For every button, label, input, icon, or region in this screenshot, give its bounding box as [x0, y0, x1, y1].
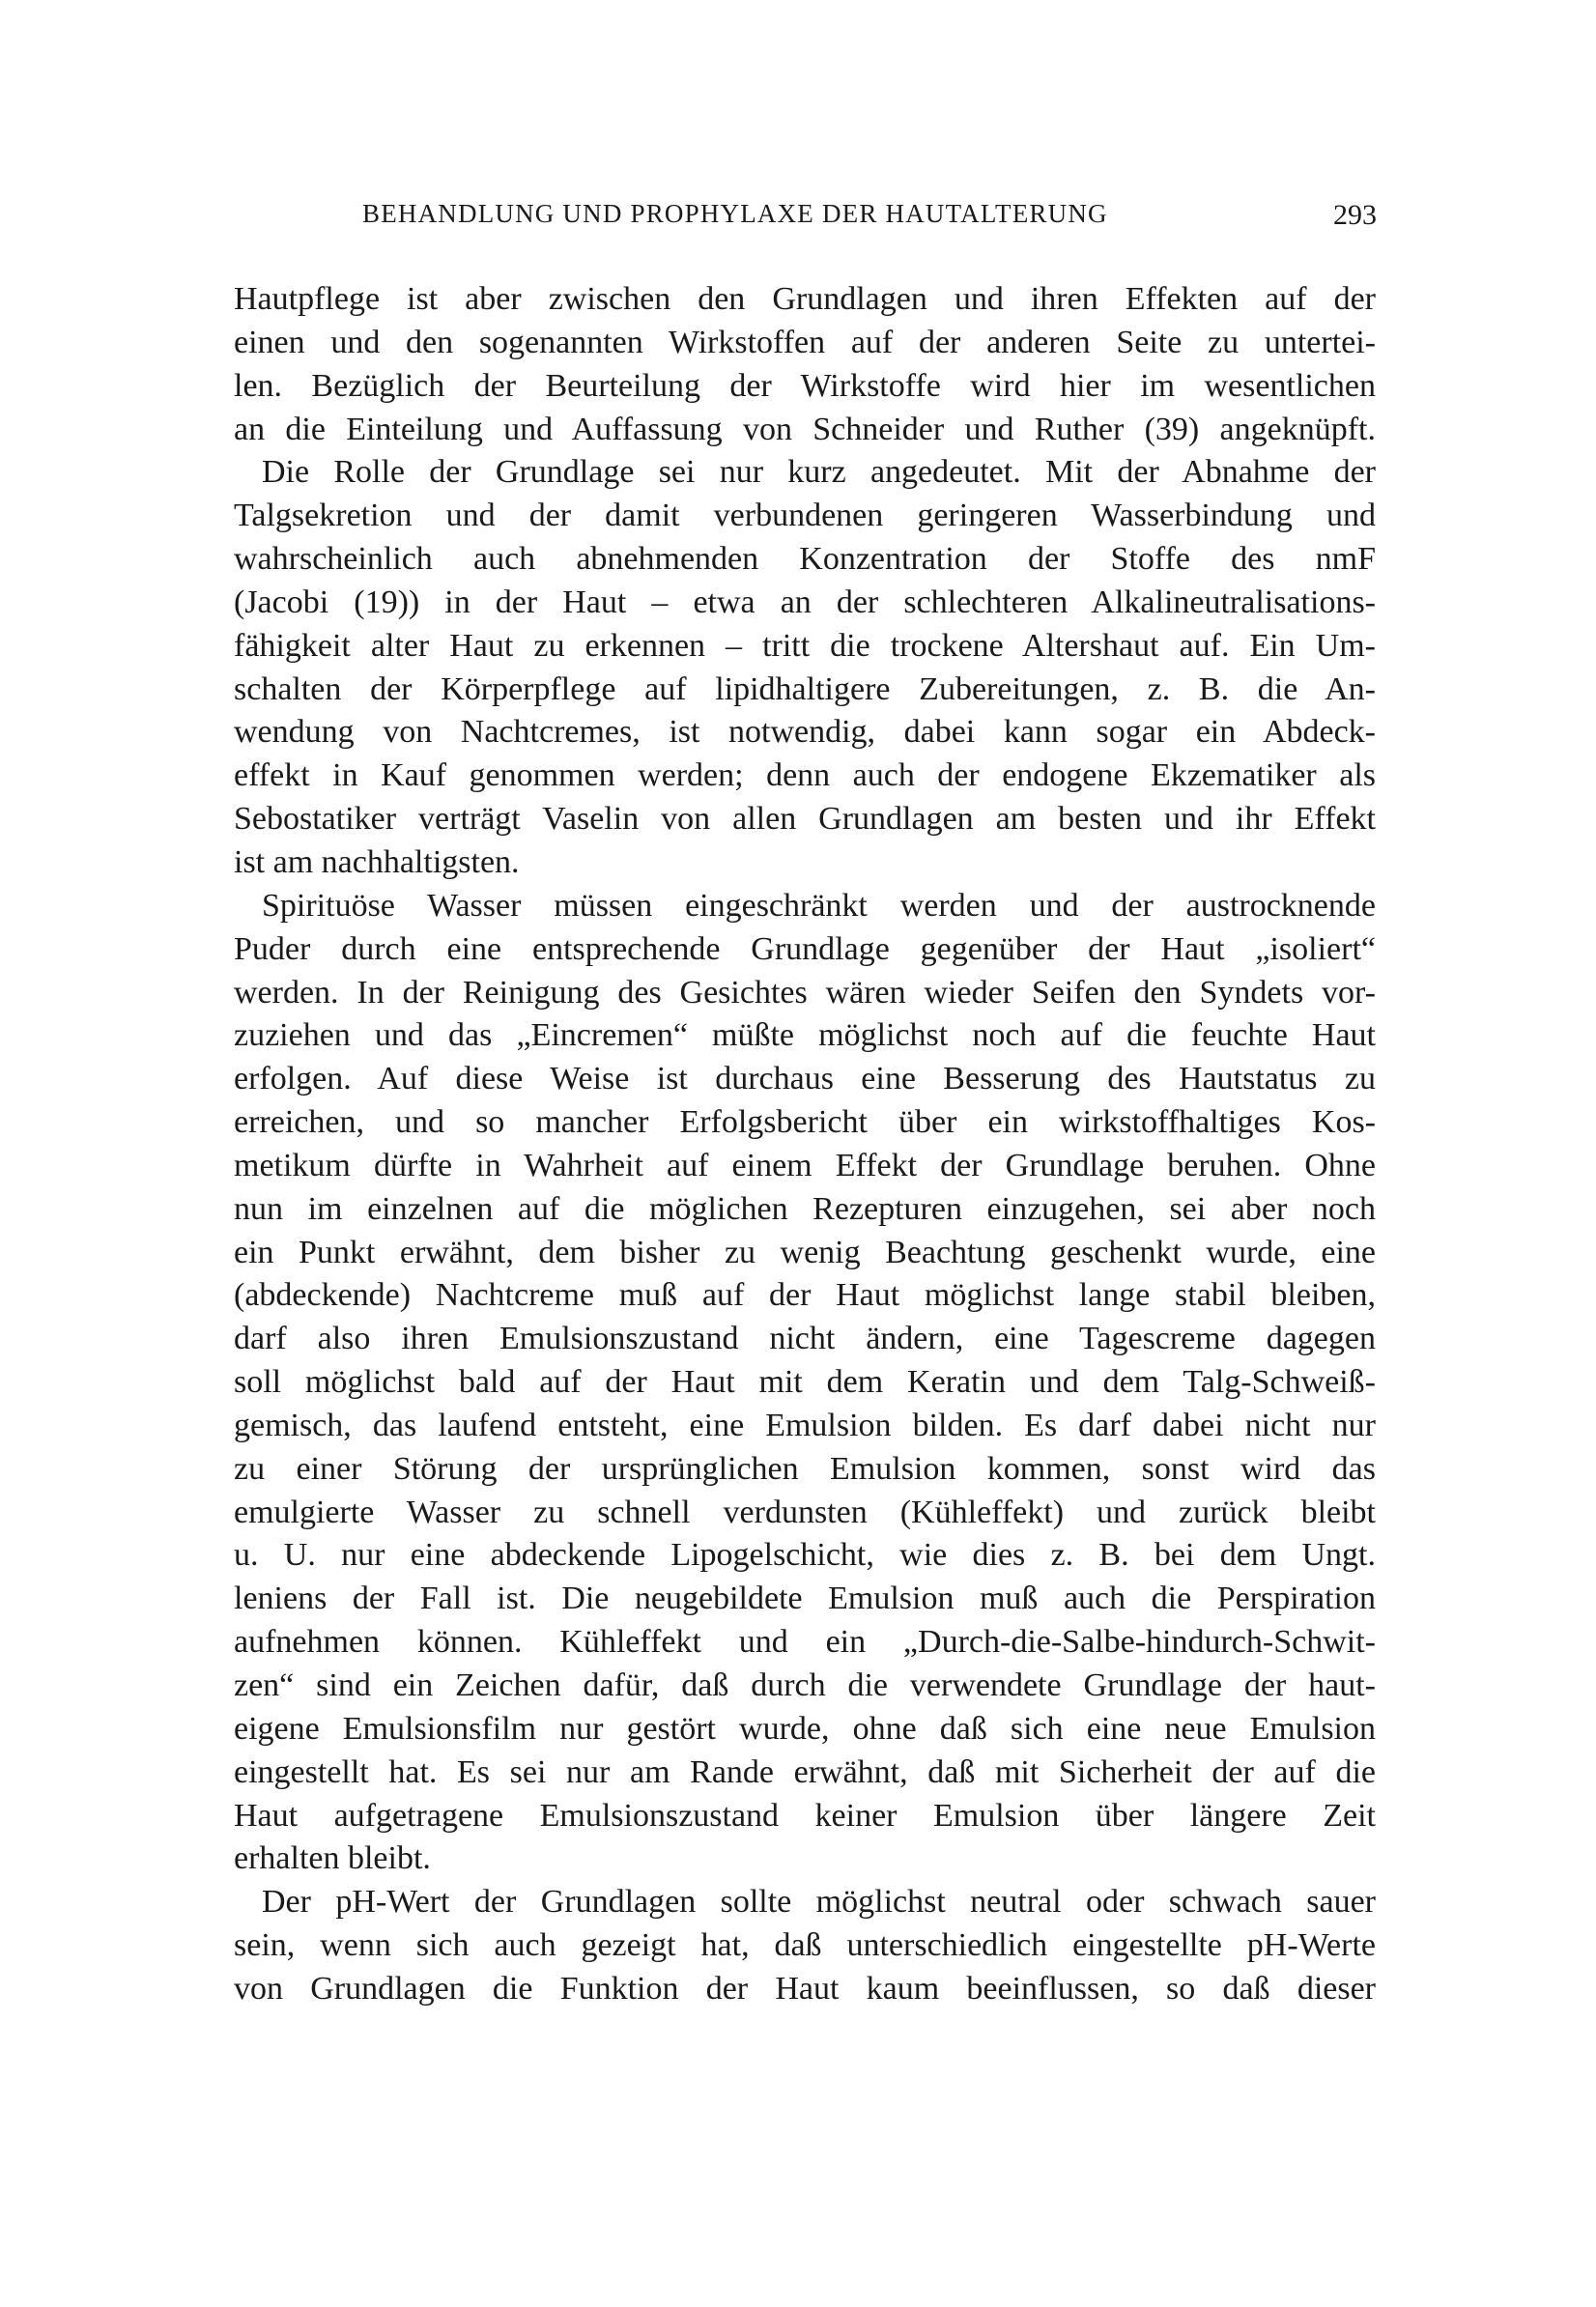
text-line: schalten der Körperpflege auf lipidhaltigere Zubereitungen, z. B. die An-: [234, 670, 1376, 707]
running-header: [362, 199, 1377, 238]
text-line: eingestellt hat. Es sei nur am Rande erwähnt, daß mit Sicherheit der auf die: [234, 1753, 1376, 1790]
text-line: wahrscheinlich auch abnehmenden Konzentration der Stoffe des nmF: [234, 541, 1376, 578]
text-line: Sebostatiker verträgt Vaselin von allen Grundlagen am besten und ihr Effekt: [234, 801, 1376, 838]
paragraph: [234, 451, 1376, 884]
text-line: werden. In der Reinigung des Gesichtes wären wieder Seifen den Syndets vor-: [234, 974, 1376, 1011]
body-text: [234, 278, 1376, 2011]
text-line: eigene Emulsionsfilm nur gestört wurde, ohne daß sich eine neue Emulsion: [234, 1710, 1376, 1747]
text-line: an die Einteilung und Auffassung von Schneider und Ruther (39) angeknüpft.: [234, 411, 1376, 447]
text-line: leniens der Fall ist. Die neugebildete Emulsion muß auch die Perspiration: [234, 1581, 1376, 1617]
text-line: von Grundlagen die Funktion der Haut kaum beeinflussen, so daß dieser: [234, 1970, 1376, 2007]
text-line: Hautpflege ist aber zwischen den Grundlagen und ihren Effekten auf der: [234, 281, 1376, 317]
text-line: Spirituöse Wasser müssen eingeschränkt werden und der austrocknende: [262, 887, 1376, 924]
text-line: zen“ sind ein Zeichen dafür, daß durch die verwendete Grundlage der haut-: [234, 1667, 1376, 1703]
text-line: erhalten bleibt.: [234, 1840, 431, 1877]
text-line: Haut aufgetragene Emulsionszustand keiner Emulsion über längere Zeit: [234, 1797, 1376, 1834]
text-line: (Jacobi (19)) in der Haut – etwa an der schlechteren Alkalineutralisations-: [234, 584, 1376, 620]
text-line: erfolgen. Auf diese Weise ist durchaus eine Besserung des Hautstatus zu: [234, 1061, 1376, 1097]
text-line: Die Rolle der Grundlage sei nur kurz angedeutet. Mit der Abnahme der: [262, 454, 1376, 491]
paragraph: [234, 1881, 1376, 2011]
paragraph: [234, 885, 1376, 1881]
text-line: ist am nachhaltigsten.: [234, 843, 520, 880]
running-title: BEHANDLUNG UND PROPHYLAXE DER HAUTALTERUNG: [362, 199, 1108, 228]
page-number: 293: [1333, 199, 1377, 231]
text-line: zuziehen und das „Eincremen“ müßte möglichst noch auf die feuchte Haut: [234, 1017, 1376, 1054]
paragraph: [234, 278, 1376, 451]
text-line: emulgierte Wasser zu schnell verdunsten (Kühleffekt) und zurück bleibt: [234, 1494, 1376, 1530]
text-line: Puder durch eine entsprechende Grundlage gegenüber der Haut „isoliert“: [234, 930, 1376, 967]
text-line: gemisch, das laufend entsteht, eine Emulsion bilden. Es darf dabei nicht nur: [234, 1407, 1376, 1443]
text-line: len. Bezüglich der Beurteilung der Wirkstoffe wird hier im wesentlichen: [234, 367, 1376, 404]
text-line: soll möglichst bald auf der Haut mit dem Keratin und dem Talg-Schweiß-: [234, 1364, 1376, 1401]
text-line: aufnehmen können. Kühleffekt und ein „Durch-die-Salbe-hindurch-Schwit-: [234, 1624, 1376, 1661]
text-line: ein Punkt erwähnt, dem bisher zu wenig Beachtung geschenkt wurde, eine: [234, 1234, 1376, 1270]
text-line: erreichen, und so mancher Erfolgsbericht über ein wirkstoffhaltiges Kos-: [234, 1104, 1376, 1141]
text-line: nun im einzelnen auf die möglichen Rezepturen einzugehen, sei aber noch: [234, 1190, 1376, 1227]
text-line: Talgsekretion und der damit verbundenen geringeren Wasserbindung und: [234, 498, 1376, 534]
text-line: fähigkeit alter Haut zu erkennen – tritt die trockene Altershaut auf. Ein Um-: [234, 627, 1376, 664]
text-line: darf also ihren Emulsionszustand nicht ändern, eine Tagescreme dagegen: [234, 1321, 1376, 1357]
text-line: effekt in Kauf genommen werden; denn auch der endogene Ekzematiker als: [234, 757, 1376, 794]
text-line: metikum dürfte in Wahrheit auf einem Effekt der Grundlage beruhen. Ohne: [234, 1147, 1376, 1183]
text-line: wendung von Nachtcremes, ist notwendig, dabei kann sogar ein Abdeck-: [234, 714, 1376, 751]
text-line: sein, wenn sich auch gezeigt hat, daß unterschiedlich eingestellte pH-Werte: [234, 1927, 1376, 1964]
text-line: (abdeckende) Nachtcreme muß auf der Haut möglichst lange stabil bleiben,: [234, 1277, 1376, 1314]
text-line: u. U. nur eine abdeckende Lipogelschicht, wie dies z. B. bei dem Ungt.: [234, 1537, 1376, 1574]
text-line: Der pH-Wert der Grundlagen sollte möglichst neutral oder schwach sauer: [262, 1884, 1376, 1921]
text-line: zu einer Störung der ursprünglichen Emulsion kommen, sonst wird das: [234, 1450, 1376, 1487]
text-line: einen und den sogenannten Wirkstoffen auf der anderen Seite zu untertei-: [234, 324, 1376, 360]
